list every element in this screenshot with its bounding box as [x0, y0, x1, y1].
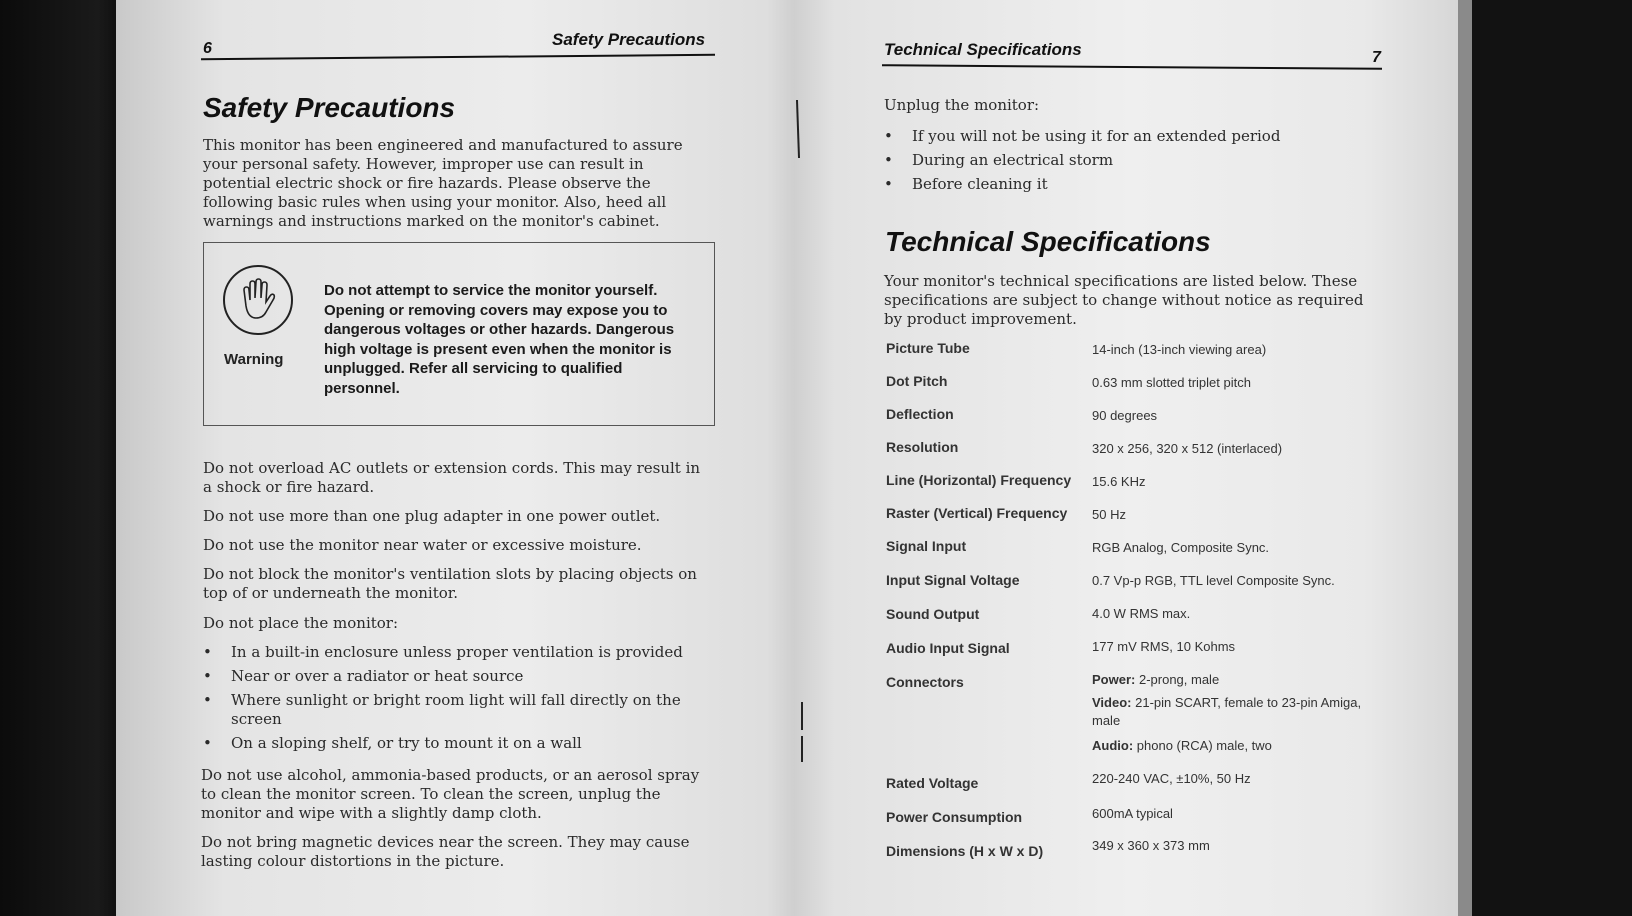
- connector-video: [1092, 694, 1362, 730]
- list-item: • During an electrical storm: [882, 151, 1362, 170]
- unplug-intro: Unplug the monitor:: [884, 96, 1040, 114]
- spec-value: 15.6 KHz: [1092, 474, 1146, 489]
- rule-text: Do not use more than one plug adapter in one power outlet.: [203, 507, 661, 525]
- spec-label: Connectors: [886, 674, 964, 690]
- spec-label: Picture Tube: [886, 340, 970, 356]
- spec-value: 90 degrees: [1092, 408, 1158, 423]
- warning-label: Warning: [224, 351, 284, 368]
- rule-text: Do not use alcohol, ammonia-based products, or an aerosol spray to clean the monitor screen. To clean the screen, unplug the monitor and wipe with a slightly damp cloth.: [201, 766, 700, 822]
- connector-key: Power:: [1092, 672, 1136, 687]
- spec-label: Rated Voltage: [886, 775, 979, 791]
- specs-intro: [884, 272, 1364, 329]
- list-item: • If you will not be using it for an extended period: [882, 127, 1362, 146]
- spec-label: Dimensions (H x W x D): [886, 843, 1044, 859]
- spec-value: 50 Hz: [1092, 507, 1126, 522]
- spec-value: 4.0 W RMS max.: [1092, 606, 1191, 621]
- rule-magnetic: [201, 833, 711, 871]
- rule-text: Do not place the monitor:: [203, 614, 399, 632]
- spec-label: Deflection: [886, 406, 954, 422]
- hand-stop-icon: [223, 265, 293, 335]
- spec-value: 220-240 VAC, ±10%, 50 Hz: [1092, 771, 1251, 786]
- spec-label: Audio Input Signal: [886, 640, 1010, 656]
- connector-power: [1092, 672, 1219, 687]
- rule-text: Do not use the monitor near water or excessive moisture.: [203, 536, 642, 554]
- rule-text: Do not bring magnetic devices near the screen. They may cause lasting colour distortions in the picture.: [201, 833, 690, 870]
- binding-staple-mid: [801, 702, 803, 730]
- page-number-right: 7: [1372, 49, 1381, 66]
- rule-plug-adapter: [203, 507, 713, 526]
- warning-box: [203, 242, 715, 426]
- spec-value: 320 x 256, 320 x 512 (interlaced): [1092, 441, 1283, 456]
- connector-value: phono (RCA) male, two: [1136, 738, 1272, 753]
- spec-label: Power Consumption: [886, 809, 1023, 825]
- rule-placement-intro: [203, 614, 713, 633]
- binding-staple-low: [801, 736, 803, 762]
- running-head-right: Technical Specifications: [884, 40, 1082, 59]
- running-head-left: Safety Precautions: [552, 30, 706, 49]
- spec-label: Raster (Vertical) Frequency: [886, 505, 1068, 521]
- list-item: • Before cleaning it: [882, 175, 1362, 194]
- connector-key: Video:: [1092, 695, 1132, 710]
- page-title-right: Technical Specifications: [885, 226, 1211, 257]
- connector-key: Audio:: [1092, 738, 1134, 753]
- spec-label: Line (Horizontal) Frequency: [886, 472, 1072, 488]
- intro-paragraph: [203, 136, 715, 231]
- book-edge: [1458, 0, 1472, 916]
- page-number-left: 6: [203, 40, 212, 57]
- spec-label: Resolution: [886, 439, 959, 455]
- placement-bullet-list: [201, 643, 701, 758]
- list-item: • Near or over a radiator or heat source: [201, 667, 701, 686]
- rule-text: Do not overload AC outlets or extension cords. This may result in a shock or fire hazard.: [203, 459, 701, 496]
- list-item: • Where sunlight or bright room light will fall directly on the screen: [201, 691, 701, 729]
- list-item: • On a sloping shelf, or try to mount it on a wall: [201, 734, 701, 753]
- rule-cleaning: [201, 766, 711, 823]
- spec-value: 0.7 Vp-p RGB, TTL level Composite Sync.: [1092, 573, 1335, 588]
- list-item: • In a built-in enclosure unless proper ventilation is provided: [201, 643, 701, 662]
- warning-text: Do not attempt to service the monitor yourself. Opening or removing covers may expose you to dangerous voltages or other hazards. Dangerous high voltage is present even when the monitor is unplugged. Refer all servicing to qualified personnel.: [324, 282, 675, 397]
- spec-label: Input Signal Voltage: [886, 572, 1020, 588]
- spec-value: 349 x 360 x 373 mm: [1092, 838, 1210, 853]
- spec-value: 0.63 mm slotted triplet pitch: [1092, 375, 1251, 390]
- spec-value: 177 mV RMS, 10 Kohms: [1092, 639, 1236, 654]
- specs-intro-text: Your monitor's technical specifications are listed below. These specifications are subject to change without notice as required by product improvement.: [884, 272, 1364, 328]
- spec-value: 600mA typical: [1092, 806, 1173, 821]
- intro-text: This monitor has been engineered and manufactured to assure your personal safety. However, improper use can result in potential electric shock or fire hazards. Please observe the following basic rules when using your monitor. Also, heed all warnings and instructions marked on the monitor's cabinet.: [203, 136, 683, 230]
- connector-value: 21-pin SCART, female to 23-pin Amiga, male: [1092, 695, 1362, 728]
- spec-label: Sound Output: [886, 606, 980, 622]
- connector-value: 2-prong, male: [1138, 672, 1220, 687]
- page-title-left: Safety Precautions: [203, 92, 456, 123]
- rule-overload: [203, 459, 713, 497]
- rule-text: Do not block the monitor's ventilation slots by placing objects on top of or underneath the monitor.: [203, 565, 697, 602]
- rule-water: [203, 536, 713, 555]
- spec-label: Signal Input: [886, 538, 967, 554]
- spec-value: RGB Analog, Composite Sync.: [1092, 540, 1270, 555]
- spec-value: 14-inch (13-inch viewing area): [1092, 342, 1267, 357]
- connector-audio: [1092, 738, 1272, 753]
- rule-ventilation: [203, 565, 713, 603]
- spec-label: Dot Pitch: [886, 373, 948, 389]
- hand-stop-icon-glyph: [236, 276, 280, 324]
- unplug-bullet-list: [882, 127, 1362, 199]
